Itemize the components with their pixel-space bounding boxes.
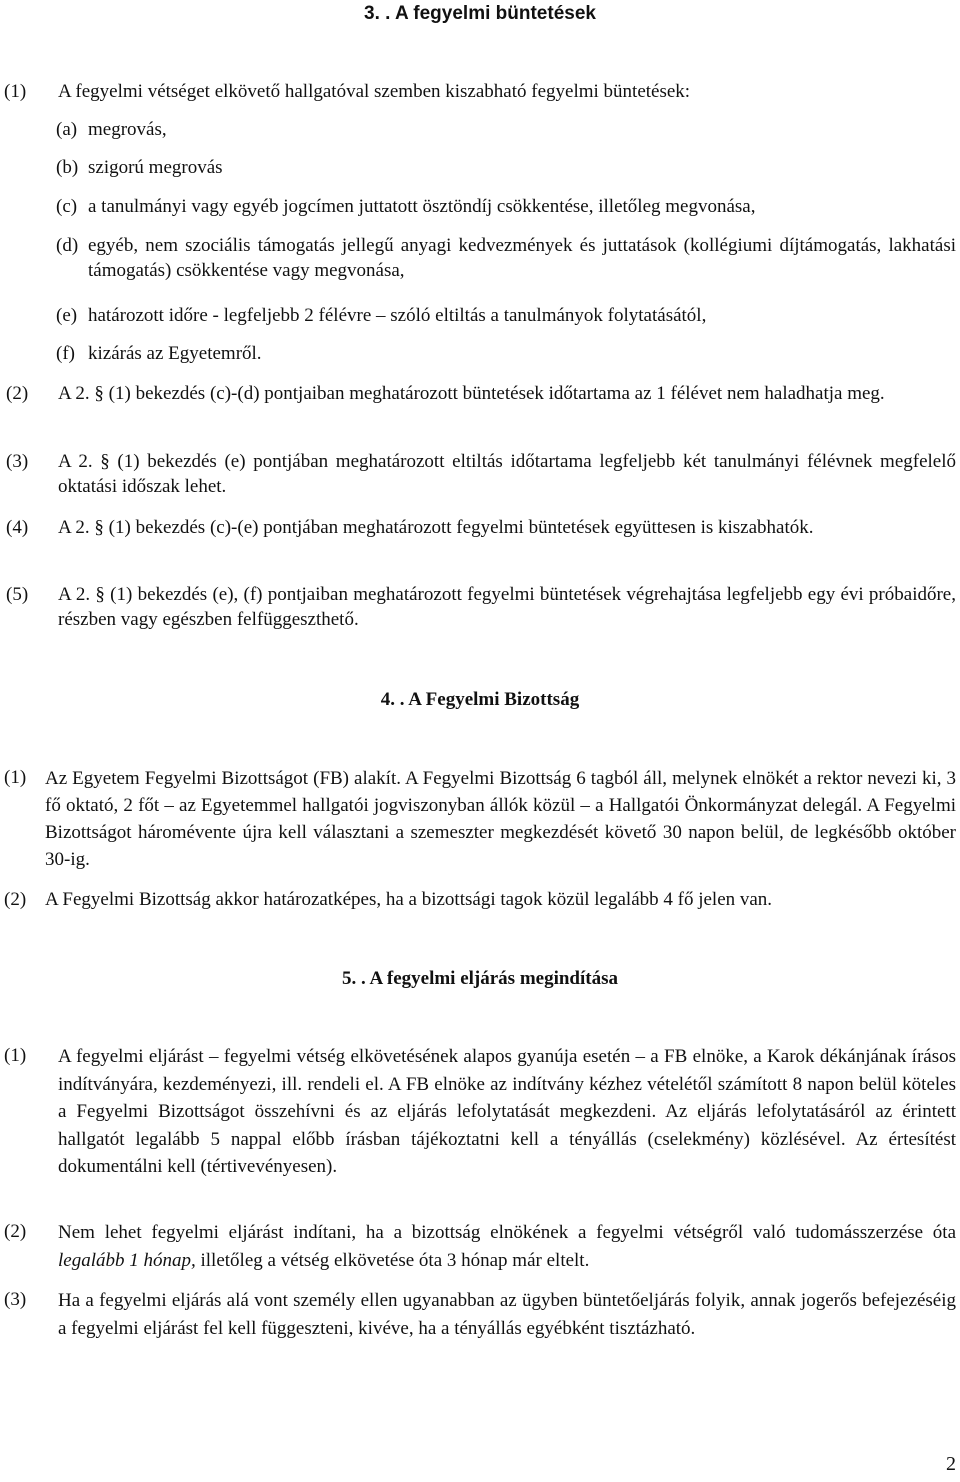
- list-label: (f): [56, 343, 75, 364]
- paragraph-text-end: illetőleg a vétség elkövetése óta 3 hónap már eltelt.: [195, 1250, 590, 1271]
- paragraph-number: (5): [6, 584, 29, 605]
- paragraph-number: (4): [6, 517, 29, 538]
- paragraph-text: Ha a fegyelmi eljárás alá vont személy ellen ugyanabban az ügyben büntetőeljárás folyik, annak jogerős befejezéséig a fegyelmi eljárást fel kell függeszteni, kivéve, ha a tényállás egyébként tisztázható.: [58, 1290, 956, 1339]
- list-text: egyéb, nem szociális támogatás jellegű anyagi kedvezmények és juttatások (kollégiumi díjtámogatás, lakhatási támogatás) csökkentése vagy megvonása,: [88, 235, 956, 281]
- paragraph-number: (1): [4, 81, 27, 102]
- list-text: határozott időre - legfeljebb 2 félévre – szóló eltiltás a tanulmányok folytatásától,: [88, 305, 707, 326]
- list-text: szigorú megrovás: [88, 157, 223, 178]
- paragraph-text: A fegyelmi eljárást – fegyelmi vétség elkövetésének alapos gyanúja esetén – a FB elnöke, a Karok dékánjának írásos indítványára, kezdeményezi, ill. rendeli el. A FB elnöke az indítvány kézhez vételétől számított 8 napon belül köteles a Fegyelmi Bizottságot összehívni és az eljárás lefolytatását megkezdeni. Az eljárás lefolytatásáról az érintett hallgatót legalább 5 nappal előbb írásban tájékoztatni kell a tényállás (cselekmény) közlésével. Az értesítést dokumentálni kell (tértivevényesen).: [58, 1046, 956, 1177]
- section-5-heading: 5. . A fegyelmi eljárás megindítása: [342, 968, 618, 989]
- paragraph-number: (1): [4, 767, 27, 788]
- list-text: megrovás,: [88, 119, 167, 140]
- paragraph-number: (2): [6, 383, 29, 404]
- emphasis-text: legalább 1 hónap,: [58, 1250, 196, 1271]
- paragraph-text: Az Egyetem Fegyelmi Bizottságot (FB) alakít. A Fegyelmi Bizottság 6 tagból áll, melynek elnökét a rektor nevezi ki, 3 fő oktató, 2 főt – az Egyetemmel hallgatói jogviszonyban állók közül – a Hallgatói Önkormányzat delegál. A Fegyelmi Bizottságot háromévente újra kell választani a szemeszter megkezdését követő 30 napon belül, de legkésőbb október 30-ig.: [45, 768, 956, 870]
- list-label: (e): [56, 305, 78, 326]
- list-label: (d): [56, 235, 79, 256]
- paragraph-text: A fegyelmi vétséget elkövető hallgatóval szemben kiszabható fegyelmi büntetések:: [58, 81, 691, 102]
- paragraph-text-start: Nem lehet fegyelmi eljárást indítani, ha a bizottság elnökének a fegyelmi vétségről való tudomásszerzése óta: [58, 1222, 956, 1243]
- paragraph-number: (3): [6, 451, 29, 472]
- paragraph-number: (2): [4, 1221, 27, 1242]
- list-text: kizárás az Egyetemről.: [88, 343, 262, 364]
- list-label: (c): [56, 196, 78, 217]
- paragraph-number: (3): [4, 1289, 27, 1310]
- paragraph-number: (1): [4, 1045, 27, 1066]
- section-3-heading: 3. . A fegyelmi büntetések: [364, 3, 596, 24]
- page-number: 2: [946, 1453, 956, 1475]
- list-text: a tanulmányi vagy egyéb jogcímen juttatott ösztöndíj csökkentése, illetőleg megvonása,: [88, 196, 756, 217]
- paragraph-text: A 2. § (1) bekezdés (e) pontjában meghatározott eltiltás időtartama legfeljebb két tanulmányi félévnek megfelelő oktatási időszak lehet.: [58, 451, 956, 497]
- section-4-heading: 4. . A Fegyelmi Bizottság: [380, 689, 580, 710]
- paragraph-text: A 2. § (1) bekezdés (c)-(d) pontjaiban meghatározott büntetések időtartama az 1 félévet nem haladhatja meg.: [58, 383, 885, 404]
- paragraph-number: (2): [4, 889, 27, 910]
- list-label: (b): [56, 157, 79, 178]
- paragraph-text: A 2. § (1) bekezdés (e), (f) pontjaiban meghatározott fegyelmi büntetések végrehajtása legfeljebb egy évi próbaidőre, részben vagy egészben felfüggeszthető.: [58, 584, 956, 630]
- paragraph-text: [58, 1219, 956, 1275]
- list-label: (a): [56, 119, 78, 140]
- paragraph-text: A 2. § (1) bekezdés (c)-(e) pontjában meghatározott fegyelmi büntetések együttesen is kiszabhatók.: [58, 517, 814, 538]
- paragraph-text: A Fegyelmi Bizottság akkor határozatképes, ha a bizottsági tagok közül legalább 4 fő jelen van.: [45, 889, 773, 910]
